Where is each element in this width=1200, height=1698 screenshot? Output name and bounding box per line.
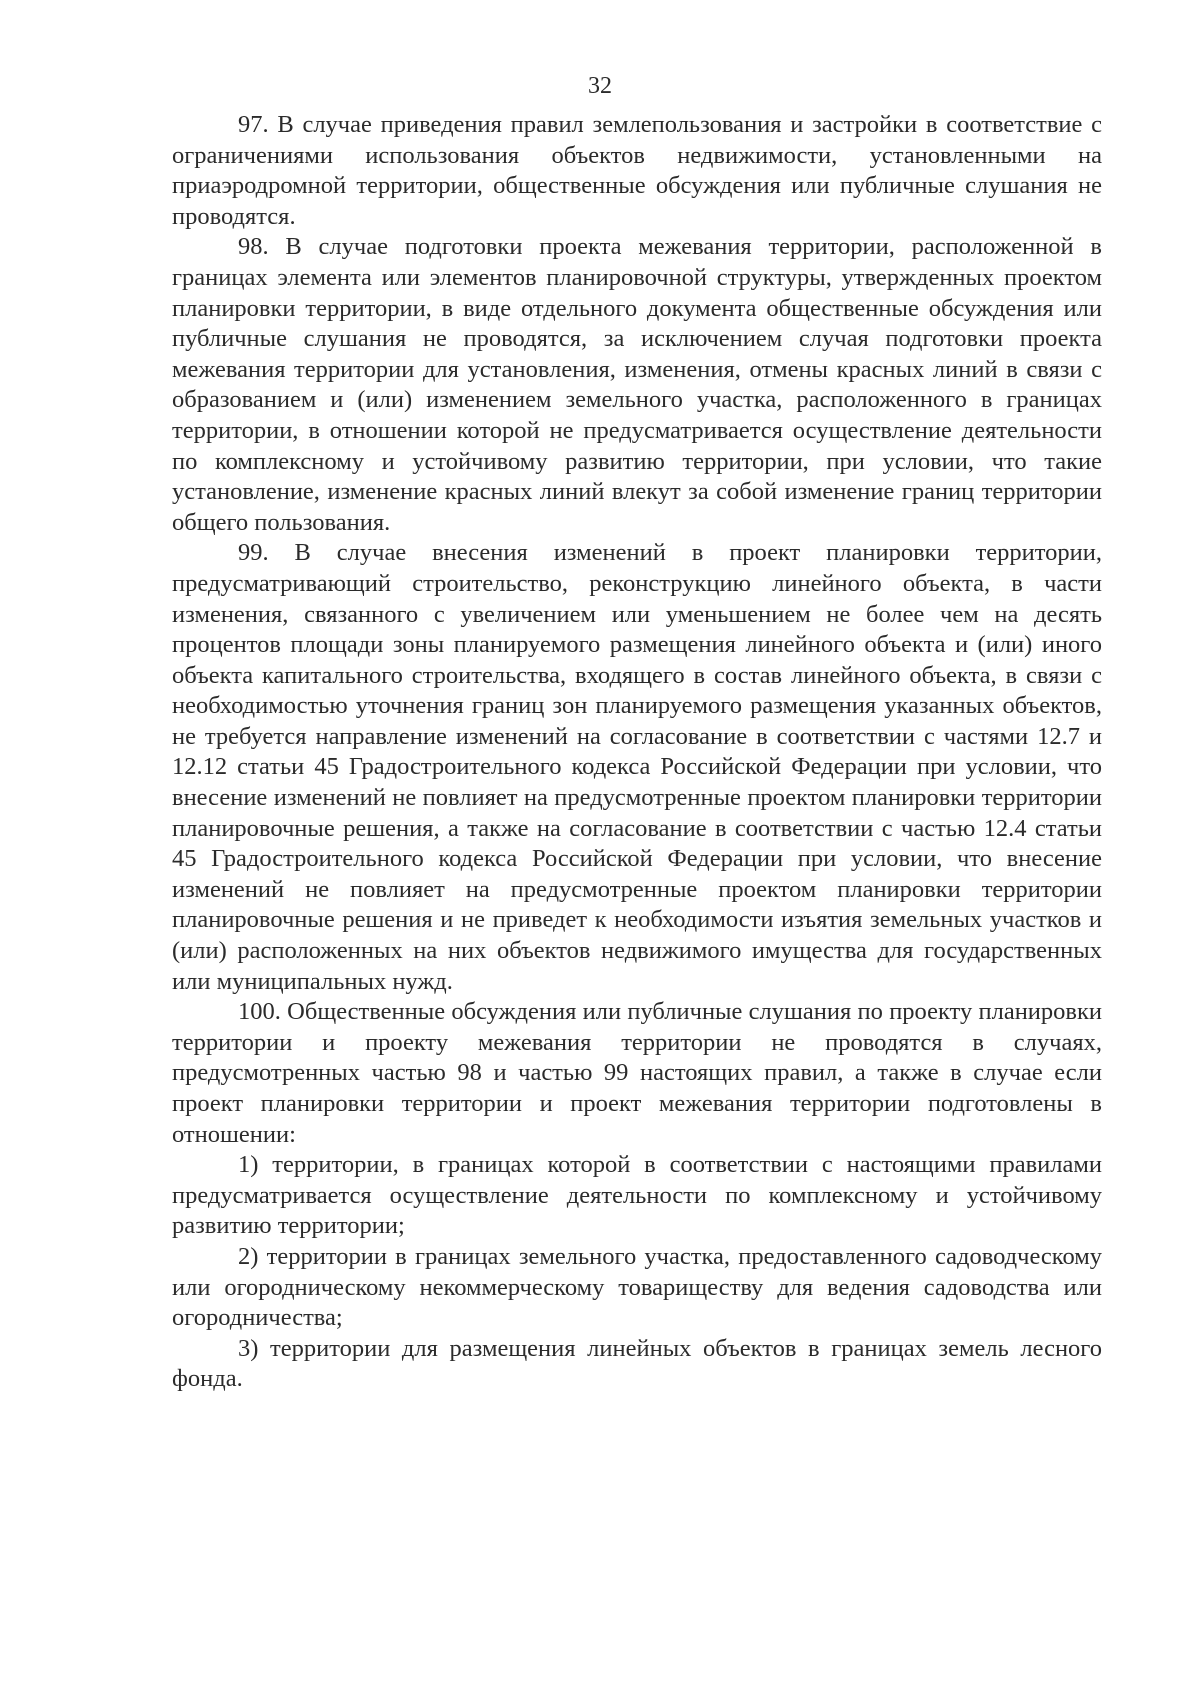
list-item-number: 2): [238, 1242, 259, 1270]
list-item-1: [172, 1150, 1102, 1242]
list-item-text: территории для размещения линейных объектов в границах земель лесного фонда.: [172, 1334, 1102, 1393]
paragraph-99: [172, 538, 1102, 997]
paragraph-text: В случае приведения правил землепользования и застройки в соответствие с ограничениями использования объектов недвижимости, установленными на приаэродромной территории, общественные обсуждения или публичные слушания не проводятся.: [172, 111, 1103, 230]
paragraph-text: Общественные обсуждения или публичные слушания по проекту планировки территории и проекту межевания территории не проводятся в случаях, предусмотренных частью 98 и частью 99 настоящих правил, а также в случае если проект планировки территории и проект межевания территории подготовлены в отношении:: [172, 998, 1103, 1148]
paragraph-98: [172, 232, 1102, 538]
paragraph-number: 97.: [238, 111, 269, 138]
list-item-number: 3): [238, 1334, 259, 1362]
paragraph-number: 100.: [238, 998, 281, 1026]
list-item-3: [172, 1334, 1102, 1395]
paragraph-100: [172, 997, 1102, 1150]
list-item-number: 1): [238, 1151, 259, 1179]
list-item-text: территории, в границах которой в соответствии с настоящими правилами предусматривается осуществление деятельности по комплексному и устойчивому развитию территории;: [172, 1151, 1102, 1240]
paragraph-number: 98.: [238, 233, 269, 261]
paragraph-number: 99.: [238, 539, 269, 567]
paragraph-97: [172, 110, 1102, 232]
paragraph-text: В случае подготовки проекта межевания территории, расположенной в границах элемента или элементов планировочной структуры, утвержденных проектом планировки территории, в виде отдельного документа общественные обсуждения или публичные слушания не проводятся, за исключением случая подготовки проекта межевания территории для установления, изменения, отмены красных линий в связи с образованием и (или) изменением земельного участка, расположенного в границах территории, в отношении которой не предусматривается осуществление деятельности по комплексному и устойчивому развитию территории, при условии, что такие установление, изменение красных линий влекут за собой изменение границ территории общего пользования.: [172, 233, 1102, 536]
paragraph-text: В случае внесения изменений в проект планировки территории, предусматривающий строительство, реконструкцию линейного объекта, в части изменения, связанного с увеличением или уменьшением не более чем на десять процентов площади зоны планируемого размещения линейного объекта и (или) иного объекта капитального строительства, входящего в состав линейного объекта, в связи с необходимостью уточнения границ зон планируемого размещения указанных объектов, не требуется направление изменений на согласование в соответствии с частями 12.7 и 12.12 статьи 45 Градостроительного кодекса Российской Федерации при условии, что внесение изменений не повлияет на предусмотренные проектом планировки территории планировочные решения, а также на согласование в соответствии с частью 12.4 статьи 45 Градостроительного кодекса Российской Федерации при условии, что внесение изменений не повлияет на предусмотренные проектом планировки территории планировочные решения и не приведет к необходимости изъятия земельных участков и (или) расположенных на них объектов недвижимого имущества для государственных или муниципальных нужд.: [172, 539, 1103, 995]
document-body: [172, 110, 1102, 1395]
page-number: 32: [588, 73, 612, 99]
list-item-text: территории в границах земельного участка, предоставленного садоводческому или огородническому некоммерческому товариществу для ведения садоводства или огородничества;: [172, 1242, 1102, 1332]
list-item-2: [172, 1242, 1102, 1334]
